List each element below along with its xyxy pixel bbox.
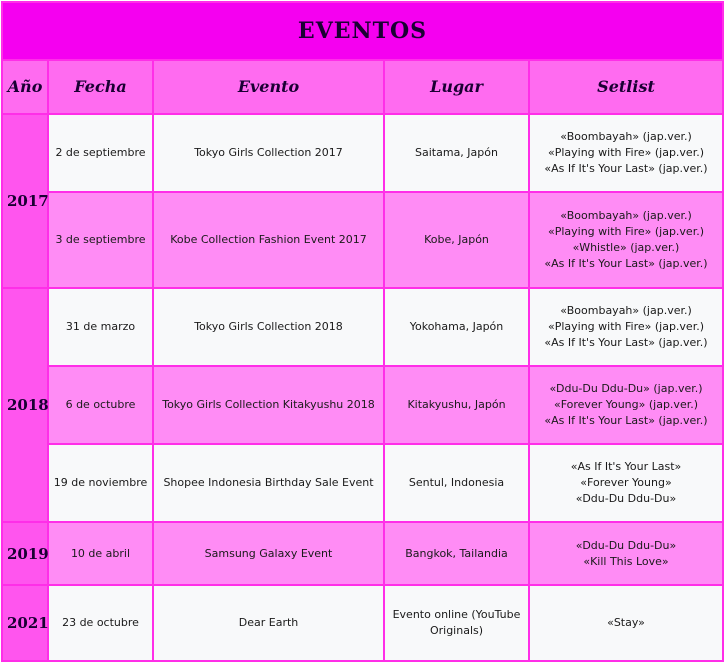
table-row	[2, 192, 723, 288]
row-date: 10 de abril	[48, 522, 153, 585]
year-2021: 2021	[2, 585, 48, 661]
header-row	[2, 60, 723, 114]
year-2019: 2019	[2, 522, 48, 585]
setlist-song: «Kill This Love»	[583, 554, 669, 568]
year-2017: 2017	[2, 114, 48, 288]
year-2018: 2018	[2, 288, 48, 522]
table-row	[2, 366, 723, 444]
setlist-song: «Playing with Fire» (jap.ver.)	[547, 320, 704, 333]
row-event: Shopee Indonesia Birthday Sale Event	[153, 444, 384, 522]
row-place: Evento online (YouTube Originals)	[384, 585, 529, 661]
row-date: 3 de septiembre	[48, 192, 153, 288]
header-setlist: Setlist	[529, 60, 723, 114]
row-event: Kobe Collection Fashion Event 2017	[153, 192, 384, 288]
row-event: Samsung Galaxy Event	[153, 522, 384, 585]
setlist-song: «As If It's Your Last» (jap.ver.)	[544, 336, 708, 349]
row-place: Bangkok, Tailandia	[384, 522, 529, 585]
row-setlist	[529, 192, 723, 288]
row-setlist	[529, 114, 723, 192]
events-table-container	[1, 1, 724, 662]
setlist-song: «As If It's Your Last» (jap.ver.)	[544, 257, 708, 270]
row-place: Sentul, Indonesia	[384, 444, 529, 522]
table-row	[2, 444, 723, 522]
setlist-song: «Ddu-Du Ddu-Du»	[575, 492, 677, 505]
row-setlist	[529, 522, 723, 585]
row-setlist	[529, 288, 723, 366]
header-ano: Año	[2, 60, 48, 114]
row-date: 6 de octubre	[48, 366, 153, 444]
setlist-song: «Boombayah» (jap.ver.)	[560, 209, 692, 222]
setlist-song: «Forever Young» (jap.ver.)	[553, 398, 699, 411]
setlist-song: «As If It's Your Last» (jap.ver.)	[544, 414, 708, 427]
setlist-song: «Ddu-Du Ddu-Du» (jap.ver.)	[549, 382, 703, 395]
row-date: 23 de octubre	[48, 585, 153, 661]
table-title: EVENTOS	[2, 2, 723, 60]
row-place: Kitakyushu, Japón	[384, 366, 529, 444]
row-place: Kobe, Japón	[384, 192, 529, 288]
table-row	[2, 114, 723, 192]
header-lugar: Lugar	[384, 60, 529, 114]
setlist-song: «As If It's Your Last» (jap.ver.)	[544, 162, 708, 175]
setlist-song: «Forever Young»	[580, 476, 672, 489]
events-table	[1, 1, 724, 662]
row-event: Dear Earth	[153, 585, 384, 661]
row-setlist	[529, 585, 723, 661]
header-evento: Evento	[153, 60, 384, 114]
row-date: 2 de septiembre	[48, 114, 153, 192]
setlist-song: «Stay»	[607, 616, 645, 629]
row-setlist	[529, 366, 723, 444]
setlist-song: «As If It's Your Last»	[570, 460, 682, 473]
row-event: Tokyo Girls Collection 2017	[153, 114, 384, 192]
table-row	[2, 522, 723, 585]
row-event: Tokyo Girls Collection 2018	[153, 288, 384, 366]
table-row	[2, 288, 723, 366]
header-fecha: Fecha	[48, 60, 153, 114]
setlist-song: «Boombayah» (jap.ver.)	[560, 304, 692, 317]
setlist-song: «Playing with Fire» (jap.ver.)	[547, 225, 704, 238]
setlist-song: «Boombayah» (jap.ver.)	[560, 130, 692, 143]
row-event: Tokyo Girls Collection Kitakyushu 2018	[153, 366, 384, 444]
row-setlist	[529, 444, 723, 522]
row-place: Yokohama, Japón	[384, 288, 529, 366]
row-place: Saitama, Japón	[384, 114, 529, 192]
table-row	[2, 585, 723, 661]
row-date: 19 de noviembre	[48, 444, 153, 522]
setlist-song: «Ddu-Du Ddu-Du»	[575, 538, 677, 552]
row-date: 31 de marzo	[48, 288, 153, 366]
setlist-song: «Playing with Fire» (jap.ver.)	[547, 146, 704, 159]
setlist-song: «Whistle» (jap.ver.)	[572, 241, 680, 254]
